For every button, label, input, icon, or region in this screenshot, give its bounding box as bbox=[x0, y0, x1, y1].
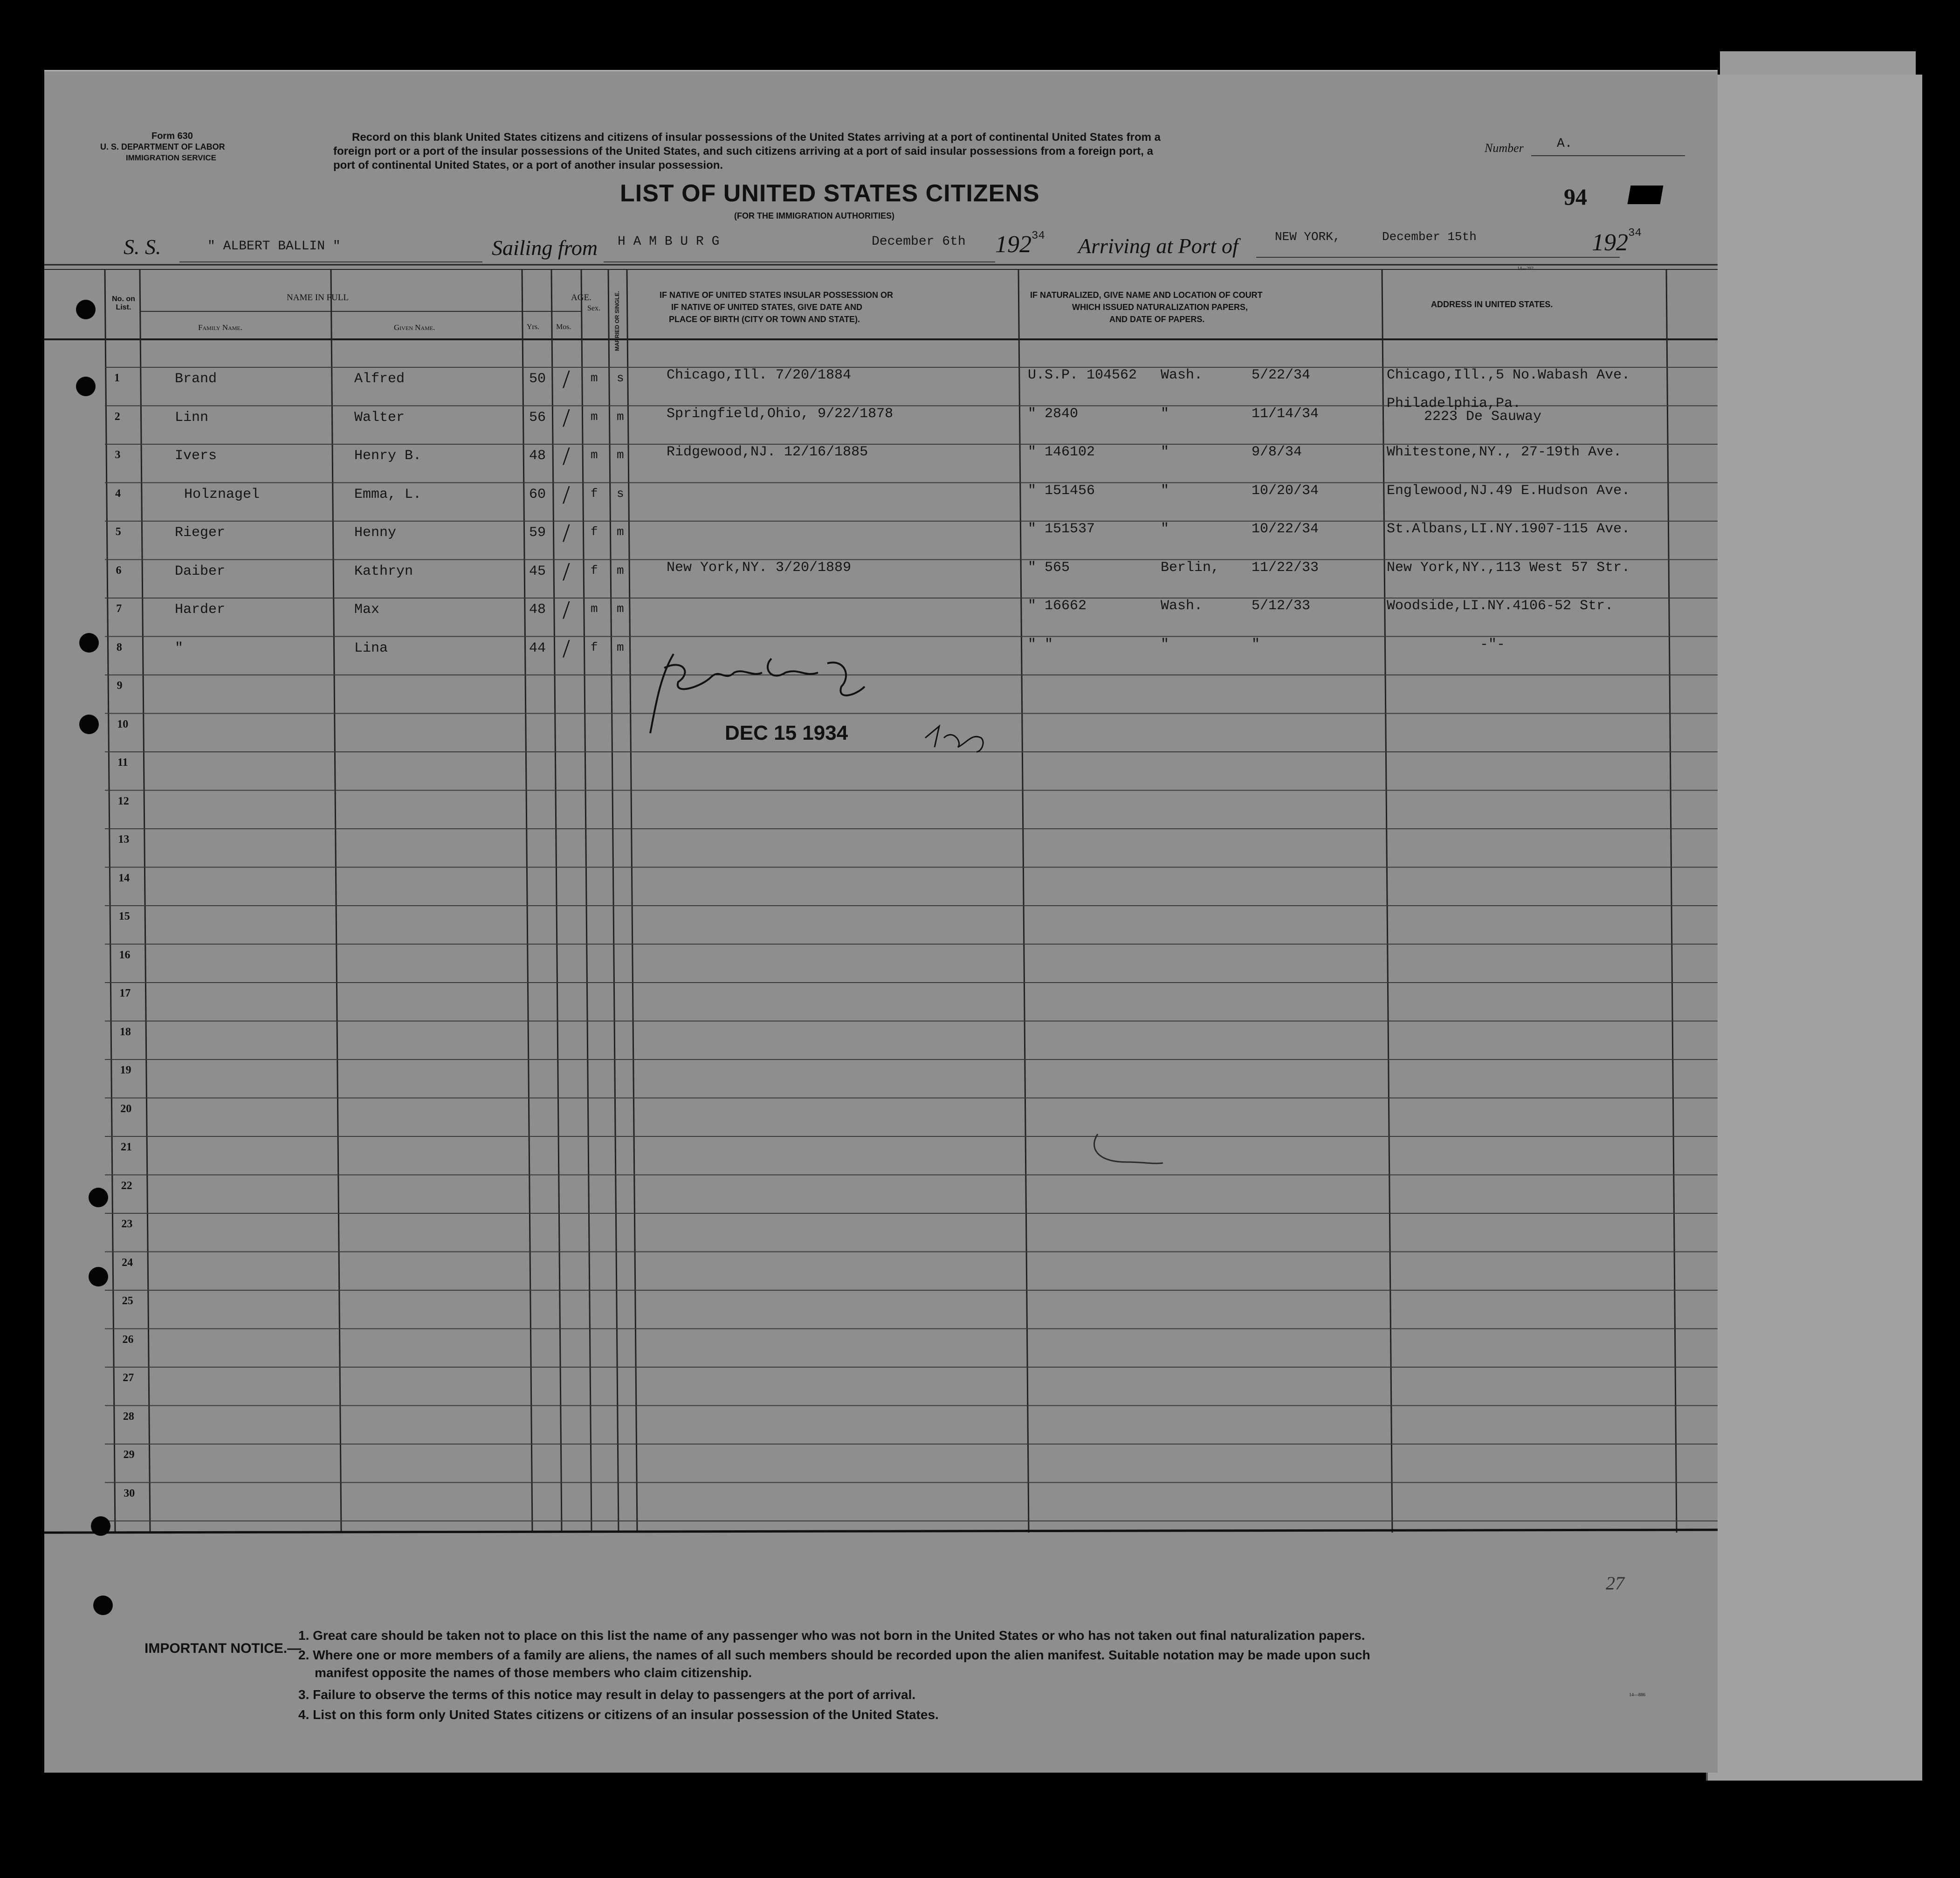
family-name-cell: Holznagel bbox=[184, 486, 260, 502]
sex-cell: m bbox=[591, 371, 598, 385]
row-number: 1 bbox=[114, 372, 120, 384]
grid-line bbox=[140, 269, 150, 1533]
service-name: IMMIGRATION SERVICE bbox=[126, 153, 216, 162]
birth-date-place-cell: Springfield,Ohio, 9/22/1878 bbox=[667, 406, 894, 422]
header-no-on-list: No. on List. bbox=[112, 295, 135, 311]
age-years-cell: 56 bbox=[529, 409, 546, 426]
print-code-bottom: 14—886 bbox=[1629, 1692, 1645, 1698]
grid-line bbox=[105, 269, 115, 1533]
address-cell: Chicago,Ill.,5 No.Wabash Ave. bbox=[1387, 367, 1630, 383]
naturalization-location-cell: Berlin, bbox=[1161, 559, 1220, 576]
department-name: U. S. DEPARTMENT OF LABOR bbox=[100, 142, 225, 151]
header-name-in-full: NAME IN FULL bbox=[287, 293, 349, 303]
row-number: 25 bbox=[122, 1295, 133, 1307]
header-birth-line-1: IF NATIVE OF UNITED STATES INSULAR POSSESSION OR bbox=[660, 290, 894, 300]
age-months-slash: / bbox=[563, 519, 570, 548]
age-years-cell: 50 bbox=[529, 371, 546, 387]
marital-status-cell: m bbox=[617, 640, 624, 654]
naturalization-date-cell: 10/20/34 bbox=[1252, 482, 1319, 499]
naturalization-location-cell: " bbox=[1161, 482, 1169, 499]
given-name-cell: Henny bbox=[354, 525, 397, 541]
arrival-date: December 15th bbox=[1382, 230, 1477, 244]
sheet-number: 27 bbox=[1606, 1573, 1624, 1594]
age-months-slash: / bbox=[563, 557, 570, 586]
naturalization-date-cell: " bbox=[1252, 636, 1260, 653]
age-months-slash: / bbox=[563, 442, 570, 471]
document-title: LIST OF UNITED STATES CITIZENS bbox=[620, 180, 1040, 207]
punch-hole bbox=[89, 1267, 108, 1286]
punch-hole bbox=[91, 1516, 110, 1536]
row-number: 28 bbox=[123, 1410, 134, 1423]
row-number: 5 bbox=[115, 526, 121, 538]
age-months-slash: / bbox=[563, 403, 570, 433]
sex-cell: f bbox=[591, 640, 598, 654]
row-number: 2 bbox=[114, 410, 120, 423]
header-birth-line-2: IF NATIVE OF UNITED STATES, GIVE DATE AND bbox=[671, 303, 863, 312]
header-address: ADDRESS IN UNITED STATES. bbox=[1431, 300, 1553, 309]
punch-hole bbox=[79, 715, 99, 734]
header-age: AGE. bbox=[571, 293, 591, 303]
print-code-top: 14—202 bbox=[1517, 266, 1534, 271]
family-name-cell: " bbox=[175, 640, 184, 656]
row-number: 14 bbox=[118, 872, 130, 884]
grid-line bbox=[581, 269, 591, 1533]
given-name-cell: Alfred bbox=[354, 371, 405, 387]
sailing-year-prefix: 192 bbox=[995, 231, 1032, 258]
naturalization-papers-cell: " 565 bbox=[1028, 559, 1070, 576]
notice-item-2a: 2. Where one or more members of a family are aliens, the names of all such members should be recorded upon the alien manifest. Suitable notation may be made upon such bbox=[298, 1648, 1370, 1662]
punch-hole bbox=[89, 1188, 108, 1207]
naturalization-date-cell: 11/14/34 bbox=[1252, 406, 1319, 422]
row-number: 6 bbox=[116, 564, 122, 577]
row-number: 13 bbox=[118, 833, 130, 846]
notice-item-3: 3. Failure to observe the terms of this notice may result in delay to passengers at the port of arrival. bbox=[298, 1687, 916, 1702]
row-number: 7 bbox=[116, 603, 122, 615]
header-nat-line-3: AND DATE OF PAPERS. bbox=[1109, 315, 1205, 324]
address-cell: -"- bbox=[1480, 636, 1506, 653]
given-name-cell: Max bbox=[354, 602, 380, 618]
family-name-cell: Harder bbox=[175, 602, 226, 618]
ss-label: S. S. bbox=[124, 235, 161, 259]
address-cell: Whitestone,NY., 27-19th Ave. bbox=[1387, 444, 1622, 460]
address-cell: Englewood,NJ.49 E.Hudson Ave. bbox=[1387, 482, 1630, 499]
sex-cell: m bbox=[591, 448, 598, 462]
naturalization-papers-cell: " 151456 bbox=[1028, 482, 1095, 499]
naturalization-papers-cell: " 146102 bbox=[1028, 444, 1095, 460]
sex-cell: m bbox=[591, 409, 598, 424]
naturalization-location-cell: Wash. bbox=[1161, 598, 1203, 614]
naturalization-location-cell: " bbox=[1161, 636, 1169, 653]
age-years-cell: 60 bbox=[529, 486, 546, 502]
sailing-label: Sailing from bbox=[492, 236, 598, 260]
naturalization-date-cell: 10/22/34 bbox=[1252, 521, 1319, 537]
row-number: 12 bbox=[117, 795, 129, 807]
document-subtitle: (FOR THE IMMIGRATION AUTHORITIES) bbox=[734, 211, 894, 220]
header-married-or-single: MARRIED OR SINGLE. bbox=[614, 291, 620, 351]
row-number: 18 bbox=[119, 1025, 131, 1038]
marital-status-cell: s bbox=[617, 371, 624, 385]
row-number: 9 bbox=[117, 680, 123, 692]
address-line-2-cell: 2223 De Sauway bbox=[1424, 408, 1542, 425]
birth-date-place-cell: New York,NY. 3/20/1889 bbox=[667, 559, 852, 576]
naturalization-papers-cell: U.S.P. 104562 bbox=[1028, 367, 1137, 383]
address-cell: Philadelphia,Pa. bbox=[1387, 395, 1521, 412]
row-number: 4 bbox=[115, 487, 121, 500]
naturalization-papers-cell: " " bbox=[1028, 636, 1053, 653]
header-family-name: Family Name. bbox=[198, 323, 243, 332]
notice-item-4: 4. List on this form only United States citizens or citizens of an insular possession of the United States. bbox=[298, 1707, 939, 1722]
sailing-port: H A M B U R G bbox=[618, 234, 720, 249]
marital-status-cell: m bbox=[617, 409, 624, 424]
naturalization-papers-cell: " 151537 bbox=[1028, 521, 1095, 537]
naturalization-date-cell: 9/8/34 bbox=[1252, 444, 1302, 460]
naturalization-location-cell: " bbox=[1161, 444, 1169, 460]
given-name-cell: Emma, L. bbox=[354, 486, 422, 502]
naturalization-papers-cell: " 2840 bbox=[1028, 406, 1079, 422]
number-value: A. bbox=[1557, 137, 1573, 151]
header-nat-line-1: IF NATURALIZED, GIVE NAME AND LOCATION OF COURT bbox=[1030, 290, 1263, 300]
header-sex: Sex. bbox=[587, 304, 600, 312]
age-years-cell: 59 bbox=[529, 525, 546, 541]
marital-status-cell: m bbox=[617, 525, 624, 539]
instructions-line-1: Record on this blank United States citizens and citizens of insular possessions of the United States arriving at a port of continental United States from a bbox=[352, 131, 1161, 144]
instructions-line-2: foreign port or a port of the insular possessions of the United States, and such citizens arriving at a port of said insular possessions from a foreign port, a bbox=[333, 145, 1153, 158]
grid-line bbox=[1666, 269, 1677, 1533]
punch-hole bbox=[79, 633, 99, 653]
grid-line bbox=[331, 269, 341, 1533]
grid-line bbox=[627, 269, 637, 1533]
arrival-year-suffix: 34 bbox=[1628, 227, 1642, 240]
grid-line bbox=[44, 1530, 1718, 1533]
marital-status-cell: m bbox=[617, 602, 624, 616]
manifest-page bbox=[44, 70, 1718, 1773]
naturalization-date-cell: 11/22/33 bbox=[1252, 559, 1319, 576]
given-name-cell: Walter bbox=[354, 409, 405, 426]
arriving-label: Arriving at Port of bbox=[1078, 234, 1238, 258]
form-number: Form 630 bbox=[151, 131, 193, 141]
family-name-cell: Brand bbox=[175, 371, 217, 387]
date-stamp: DEC 15 1934 bbox=[725, 722, 848, 744]
family-name-cell: Rieger bbox=[175, 525, 226, 541]
sex-cell: f bbox=[591, 563, 598, 578]
row-number: 24 bbox=[122, 1256, 133, 1269]
age-months-slash: / bbox=[563, 596, 570, 625]
row-number: 16 bbox=[119, 949, 131, 961]
header-given-name: Given Name. bbox=[394, 323, 435, 332]
grid-line bbox=[1018, 269, 1029, 1533]
handwritten-note bbox=[921, 719, 995, 757]
address-cell: St.Albans,LI.NY.1907-115 Ave. bbox=[1387, 521, 1630, 537]
instructions-line-3: port of continental United States, or a port of another insular possession. bbox=[333, 159, 723, 172]
age-years-cell: 48 bbox=[529, 448, 546, 464]
sex-cell: f bbox=[591, 525, 598, 539]
row-number: 30 bbox=[124, 1487, 135, 1500]
address-cell: Woodside,LI.NY.4106-52 Str. bbox=[1387, 598, 1614, 614]
naturalization-location-cell: Wash. bbox=[1161, 367, 1203, 383]
row-number: 27 bbox=[123, 1372, 134, 1384]
age-years-cell: 48 bbox=[529, 602, 546, 618]
row-number: 17 bbox=[119, 987, 131, 999]
sailing-year-suffix: 34 bbox=[1032, 230, 1045, 242]
family-name-cell: Linn bbox=[175, 409, 209, 426]
header-birth-line-3: PLACE OF BIRTH (CITY OR TOWN AND STATE). bbox=[669, 315, 860, 324]
sailing-date: December 6th bbox=[872, 234, 966, 249]
row-number: 29 bbox=[123, 1449, 135, 1461]
address-cell: New York,NY.,113 West 57 Str. bbox=[1387, 559, 1630, 576]
age-months-slash: / bbox=[563, 365, 570, 394]
notice-heading: IMPORTANT NOTICE.— bbox=[144, 1641, 302, 1656]
notice-item-1: 1. Great care should be taken not to place on this list the name of any passenger who was not born in the United States or who has not taken out final naturalization papers. bbox=[298, 1628, 1365, 1643]
header-nat-line-2: WHICH ISSUED NATURALIZATION PAPERS, bbox=[1072, 303, 1248, 312]
grid-line bbox=[551, 269, 562, 1533]
row-number: 21 bbox=[121, 1141, 132, 1153]
sex-cell: f bbox=[591, 486, 598, 501]
row-number: 22 bbox=[121, 1179, 132, 1192]
punch-hole bbox=[76, 377, 96, 396]
naturalization-location-cell: " bbox=[1161, 521, 1169, 537]
naturalization-location-cell: " bbox=[1161, 406, 1169, 422]
row-number: 19 bbox=[120, 1064, 131, 1076]
row-number: 11 bbox=[117, 757, 128, 769]
naturalization-date-cell: 5/12/33 bbox=[1252, 598, 1311, 614]
punch-hole bbox=[93, 1596, 113, 1615]
naturalization-date-cell: 5/22/34 bbox=[1252, 367, 1311, 383]
row-number: 10 bbox=[117, 718, 129, 730]
given-name-cell: Lina bbox=[354, 640, 388, 656]
marital-status-cell: s bbox=[617, 486, 624, 501]
row-number: 20 bbox=[120, 1102, 132, 1115]
page-number: 94 bbox=[1564, 184, 1587, 210]
header-mos: Mos. bbox=[556, 323, 571, 331]
age-months-slash: / bbox=[563, 634, 570, 663]
arrival-port: NEW YORK, bbox=[1275, 230, 1341, 244]
arrival-year-prefix: 192 bbox=[1592, 229, 1628, 256]
birth-date-place-cell: Chicago,Ill. 7/20/1884 bbox=[667, 367, 852, 383]
age-years-cell: 45 bbox=[529, 563, 546, 579]
age-years-cell: 44 bbox=[529, 640, 546, 656]
marital-status-cell: m bbox=[617, 448, 624, 462]
row-number: 15 bbox=[118, 910, 130, 922]
row-number: 26 bbox=[122, 1333, 134, 1346]
number-label: Number bbox=[1485, 141, 1524, 155]
naturalization-papers-cell: " 16662 bbox=[1028, 598, 1087, 614]
marital-status-cell: m bbox=[617, 563, 624, 578]
row-number: 8 bbox=[116, 641, 122, 654]
header-yrs: Yrs. bbox=[527, 323, 540, 331]
stacked-sheet-edge bbox=[1706, 75, 1922, 1781]
ship-name: " ALBERT BALLIN " bbox=[207, 239, 341, 254]
given-name-cell: Kathryn bbox=[354, 563, 413, 579]
family-name-cell: Daiber bbox=[175, 563, 226, 579]
pencil-mark bbox=[1079, 1129, 1172, 1171]
row-number: 23 bbox=[121, 1218, 133, 1230]
punch-hole bbox=[76, 300, 96, 319]
notice-item-2b: manifest opposite the names of those members who claim citizenship. bbox=[315, 1665, 752, 1680]
table-grid bbox=[44, 71, 1718, 1773]
sex-cell: m bbox=[591, 602, 598, 616]
birth-date-place-cell: Ridgewood,NJ. 12/16/1885 bbox=[667, 444, 868, 460]
given-name-cell: Henry B. bbox=[354, 448, 422, 464]
family-name-cell: Ivers bbox=[175, 448, 217, 464]
age-months-slash: / bbox=[563, 480, 570, 509]
row-number: 3 bbox=[115, 449, 121, 461]
